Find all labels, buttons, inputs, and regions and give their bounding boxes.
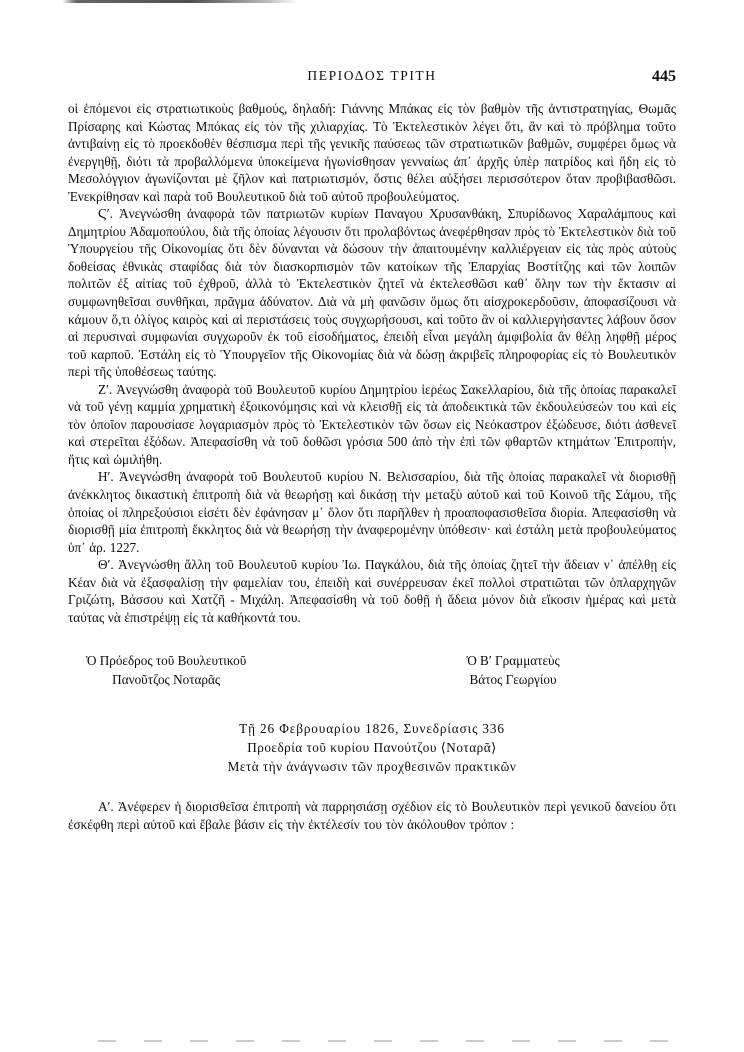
paragraph-item-alpha: Α′. Ἀνέφερεν ἡ διορισθεῖσα ἐπιτροπὴ νὰ παρρησιάσῃ σχέδιον εἰς τὸ Βουλευτικὸν περὶ γενικοῦ δανείου ὅτι ἐσκέφθη περὶ αὐτοῦ καὶ ἔβαλε βάσιν εἰς τὴν ἐκτέλεσίν του τὸν ἀκόλουθον τρόπον : [68, 799, 676, 832]
scan-artifact-top [62, 0, 297, 3]
paragraph-item-zeta: Ζ′. Ἀνεγνώσθη ἀναφορὰ τοῦ Βουλευτοῦ κυρίου Δημητρίου ἱερέως Σακελλαρίου, διὰ τῆς ὁποίας παρακαλεῖ νὰ τοῦ γένῃ καμμία χρηματικὴ ἐξοικονόμησις καὶ νὰ κλεισθῇ εἰς τὰ ἀποδεικτικὰ τῶν ἐκδουλεύσεών του καὶ εἰς τὸν ὁποῖον παρουσίασε λογαριασμὸν πρὸς τὸ Ἐκτελεστικὸν τῶν ὅσων εἰς Νεόκαστρον ἐξώδευσε, διότι ἀσθενεῖ καὶ στερεῖται ἐξόδων. Ἀπεφασίσθη νὰ τοῦ δοθῶσι γρόσια 500 ἀπὸ τὴν ἐπὶ τῶν φθαρτῶν κτημάτων Ἐπιτροπήν, ἥτις καὶ ὡμιλήθη. [68, 381, 676, 467]
signature-secretary-role: Ὁ Β′ Γραμματεὺς [466, 653, 560, 669]
session-date-line: Τῇ 26 Φεβρουαρίου 1826, Συνεδρίασις 336 [239, 721, 505, 737]
session-heading [68, 719, 676, 776]
paragraph-item-stigma: Ϛ′. Ἀνεγνώσθη ἀναφορὰ τῶν πατριωτῶν κυρίων Παναγου Χρυσανθάκη, Σπυρίδωνος Χαραλάμπους καὶ Δημητρίου Ἀδαμοπούλου, διὰ τῆς ὁποίας λέγουσιν ὅτι προλαβόντως ἀνεφέρθησαν πρὸς τὸ Ἐκτελεστικὸν διὰ τοῦ Ὑπουργείου τῆς Οἰκονομίας ὅτι δὲν δύνανται νὰ δώσουν τὴν ἀπαιτουμένην καλλιέργειαν εἰς τὰς πρὸς αὐτοὺς δοθείσας ἐθνικὰς σταφίδας διὰ τὸν διασκορπισμὸν τῶν κατοίκων τῆς Ἐπαρχίας Βοστίτζης καὶ τῶν λοιπῶν πολιτῶν ἐξ αἰτίας τοῦ ἐχθροῦ, ἀλλὰ τὸ Ἐκτελεστικὸν ζητεῖ νὰ ἐκτελεσθῶσι καθ᾽ ὅλην των τὴν ἔκτασιν αἱ συμφωνηθεῖσαι συνθῆκαι, πρᾶγμα ἀδύνατον. Διὰ νὰ μὴ φανῶσιν ὅμως ὅτι αἰσχροκερδοῦσιν, ἀποφασίζουσι νὰ κάμουν ὅ,τι ὀλίγος καιρὸς καὶ αἱ περιστάσεις τοὺς συγχωρήσουσι, καὶ τοῦτο ἂν οἱ καλλιεργήσαντες λάβουν ὅσον αἱ περυσιναὶ συμφωνίαι συγχωροῦν ἐκ τοῦ εἰσοδήματος, ἐπειδὴ εἶναι μεγάλη ἀμφιβολία ἂν θέλῃ ληφθῇ μέρος τοῦ καρποῦ. Ἐστάλη εἰς τὸ Ὑπουργεῖον τῆς Οἰκονομίας διὰ νὰ δώσῃ ἀκριβεῖς πληροφορίας εἰς τὸ Βουλευτικὸν περὶ τῆς ὑποθέσεως ταύτης. [68, 206, 676, 380]
signature-block [68, 652, 676, 689]
running-head [68, 68, 676, 94]
signature-secretary-name: Βάτος Γεωργίου [469, 671, 557, 687]
signature-president-name: Πανοῦτζος Νοταρᾶς [112, 671, 221, 687]
page-content [68, 68, 676, 834]
running-head-title: ΠΕΡΙΟΔΟΣ ΤΡΙΤΗ [307, 68, 437, 83]
session-presidency-line: Προεδρία τοῦ κυρίου Πανούτζου ⟨Νοταρᾶ⟩ [247, 740, 497, 756]
signature-secretary [466, 652, 559, 689]
page-number: 445 [652, 68, 676, 85]
scan-artifact-bottom [70, 1040, 670, 1042]
paragraph-continuation: οἱ ἑπόμενοι εἰς στρατιωτικοὺς βαθμούς, δηλαδή: Γιάννης Μπάκας εἰς τὸν βαθμὸν τῆς ἀντιστρατηγίας, Θωμᾶς Πρίσαρης καὶ Κώστας Μπόκας εἰς τὸν τῆς χιλιαρχίας. Τὸ Ἐκτελεστικὸν λέγει ὅτι, ἂν καὶ τὸ πρόβλημα τοῦτο ἀντιβαίνῃ εἰς τὸ προεκδοθὲν θέσπισμα περὶ τῆς γενικῆς παύσεως τῶν στρατιωτικῶν βαθμῶν, συμφέρει ὅμως νὰ ἐνεργηθῇ, διότι τὰ προβαλλόμενα ὑποκείμενα ἠγωνίσθησαν γενναίως ἀπ᾽ ἀρχῆς ὑπὲρ πατρίδος καὶ ἤδη εἰς τὸ Μεσολόγγιον ἀγωνίζονται μὲ ζῆλον καὶ πατριωτισμόν, ὅστις θέλει αὐξήσει περισσότερον ὅταν προβιβασθῶσι. Ἐνεκρίθησαν καὶ παρὰ τοῦ Βουλευτικοῦ διὰ τοῦ αὐτοῦ προβουλεύματος. [68, 101, 676, 204]
signature-president-role: Ὁ Πρόεδρος τοῦ Βουλευτικοῦ [86, 653, 247, 669]
paragraph-item-eta: Η′. Ἀνεγνώσθη ἀναφορὰ τοῦ Βουλευτοῦ κυρίου Ν. Βελισσαρίου, διὰ τῆς ὁποίας παρακαλεῖ νὰ διορισθῇ ἀνέκκλητος δικαστικὴ ἐπιτροπὴ διὰ νὰ θεωρήσῃ καὶ δικάσῃ τὴν μεταξὺ αὐτοῦ καὶ τοῦ Κοινοῦ τῆς Σάμου, τῆς ὁποίας οἱ πληρεξούσιοι εἰσέτι δὲν ἐφάνησαν μ᾽ ὅλον ὅτι παρῆλθεν ἡ προαποφασισθεῖσα διορία. Ἀπεφασίσθη νὰ διορισθῇ μία ἐπιτροπὴ ἔκκλητος διὰ νὰ θεωρήσῃ τὴν ἀναφερομένην ὑπόθεσιν· καὶ ἐστάλη μετὰ προβουλεύματος ὑπ᾽ ἀρ. 1227. [68, 469, 676, 555]
signature-president [86, 652, 246, 689]
session-minutes-line: Μετὰ τὴν ἀνάγνωσιν τῶν προχθεσινῶν πρακτικῶν [227, 759, 517, 775]
paragraph-item-theta: Θ′. Ἀνεγνώσθη ἄλλη τοῦ Βουλευτοῦ κυρίου Ἰω. Παγκάλου, διὰ τῆς ὁποίας ζητεῖ τὴν ἄδειαν ν᾽ ἀπέλθῃ εἰς Κέαν διὰ νὰ ἐξασφαλίσῃ τὴν φαμελίαν του, ἐπειδὴ καὶ συνέρρευσαν ἐκεῖ πολλοὶ στρατιῶται τῶν ὁπλαρχηγῶν Γριζώτη, Βάσσου καὶ Χατζῆ - Μιχάλη. Ἀπεφασίσθη νὰ τοῦ δοθῇ ἡ ἄδεια μόνον διὰ εἴκοσιν ἡμέρας καὶ μετὰ ταύτας νὰ ἐπιστρέψῃ εἰς τὰ καθήκοντά του. [68, 557, 676, 625]
